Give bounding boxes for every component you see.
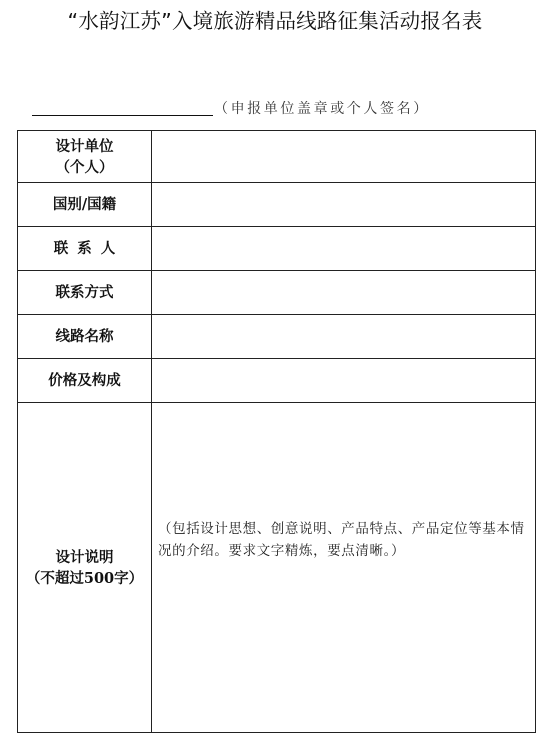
form-row-designer (18, 131, 536, 183)
route-name-label: 线路名称 (18, 315, 152, 359)
description-label-cell (18, 403, 152, 733)
contact-method-label: 联系方式 (18, 271, 152, 315)
form-row-price (18, 359, 536, 403)
price-label: 价格及构成 (18, 359, 152, 403)
form-row-contact-person (18, 227, 536, 271)
form-row-description (18, 403, 536, 733)
description-sublabel: （不超过500字） (25, 569, 144, 587)
nationality-label: 国别/国籍 (18, 183, 152, 227)
form-row-contact-method (18, 271, 536, 315)
designer-label: 设计单位 (55, 137, 114, 155)
signature-hint: （申报单位盖章或个人签名） (214, 101, 430, 117)
price-field[interactable] (152, 359, 536, 403)
contact-person-field[interactable] (152, 227, 536, 271)
registration-form-table (17, 130, 536, 733)
description-label: 设计说明 (55, 548, 114, 566)
nationality-field[interactable] (152, 183, 536, 227)
description-hint: （包括设计思想、创意说明、产品特点、产品定位等基本情况的介绍。要求文字精炼，要点清晰。） (158, 521, 525, 559)
designer-sublabel: （个人） (55, 158, 114, 176)
form-row-nationality (18, 183, 536, 227)
contact-person-label: 联系人 (53, 240, 125, 257)
route-name-field[interactable] (152, 315, 536, 359)
description-field[interactable] (152, 403, 536, 733)
designer-label-cell (18, 131, 152, 183)
designer-field[interactable] (152, 131, 536, 183)
contact-method-field[interactable] (152, 271, 536, 315)
form-title: “水韵江苏”入境旅游精品线路征集活动报名表 (67, 9, 483, 33)
signature-line[interactable] (32, 115, 213, 116)
form-row-route-name (18, 315, 536, 359)
